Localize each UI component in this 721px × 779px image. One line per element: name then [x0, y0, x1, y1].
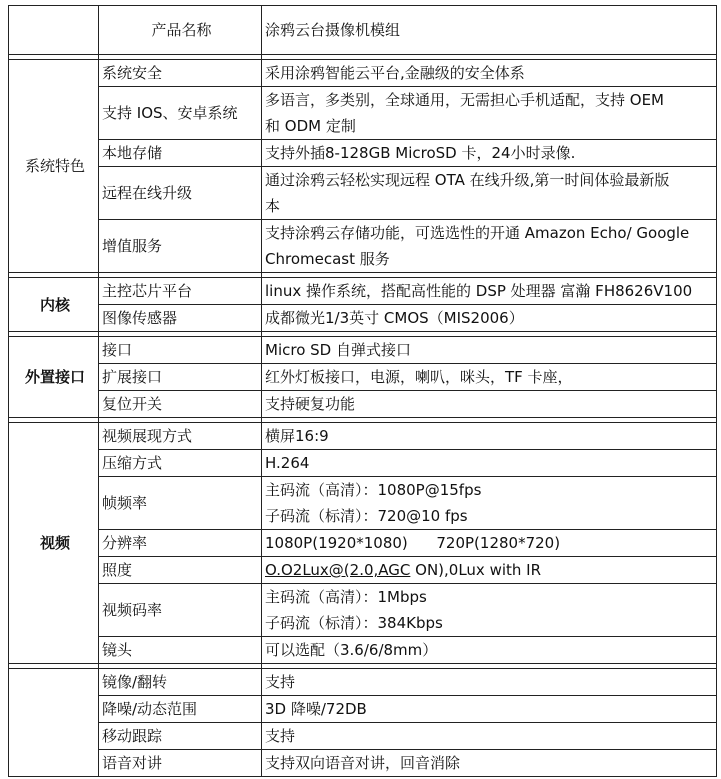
table-row	[9, 364, 717, 391]
table-row	[9, 278, 717, 305]
row-key: 增值服务	[99, 220, 262, 273]
table-row	[9, 637, 717, 664]
table-row	[9, 669, 717, 696]
row-key: 照度	[99, 557, 262, 584]
row-value: 支持双向语音对讲，回音消除	[262, 750, 717, 777]
table-row	[9, 750, 717, 777]
table-row	[9, 723, 717, 750]
row-key: 系统安全	[99, 60, 262, 87]
row-value-underlined: O.O2Lux@(2.0,AGC	[265, 561, 411, 579]
row-value	[262, 167, 717, 220]
row-value: 红外灯板接口，电源，喇叭，咪头，TF 卡座，	[262, 364, 717, 391]
row-key: 降噪/动态范围	[99, 696, 262, 723]
row-key: 支持 IOS、安卓系统	[99, 87, 262, 140]
row-value	[262, 584, 717, 637]
row-value-line: 和 ODM 定制	[265, 117, 356, 135]
row-key: 分辨率	[99, 530, 262, 557]
row-value: 采用涂鸦智能云平台,金融级的安全体系	[262, 60, 717, 87]
product-name-label: 产品名称	[99, 6, 262, 55]
row-value-line: 多语言，多类别，全球通用，无需担心手机适配，支持 OEM	[265, 91, 664, 109]
table-row	[9, 423, 717, 450]
row-key: 视频展现方式	[99, 423, 262, 450]
row-value: 可以选配（3.6/6/8mm）	[262, 637, 717, 664]
table-row	[9, 337, 717, 364]
row-key: 移动跟踪	[99, 723, 262, 750]
table-row	[9, 391, 717, 418]
table-row	[9, 477, 717, 530]
table-row	[9, 450, 717, 477]
spec-table	[8, 5, 717, 777]
table-row	[9, 530, 717, 557]
row-key: 主控芯片平台	[99, 278, 262, 305]
row-key: 复位开关	[99, 391, 262, 418]
table-row	[9, 220, 717, 273]
table-row	[9, 305, 717, 332]
row-key: 接口	[99, 337, 262, 364]
section-title-interfaces: 外置接口	[9, 337, 99, 418]
section-title-video: 视频	[9, 423, 99, 664]
row-value: 成都微光1/3英寸 CMOS（MIS2006）	[262, 305, 717, 332]
row-value: 支持外插8-128GB MicroSD 卡，24小时录像.	[262, 140, 717, 167]
row-value-line: Chromecast 服务	[265, 250, 390, 268]
row-value: linux 操作系统，搭配高性能的 DSP 处理器 富瀚 FH8626V100	[262, 278, 717, 305]
table-row	[9, 6, 717, 55]
row-value: 支持	[262, 669, 717, 696]
row-key: 镜头	[99, 637, 262, 664]
row-value-line: 子码流（标清）：384Kbps	[265, 614, 443, 632]
row-value-rest: ON),0Lux with IR	[410, 561, 542, 579]
row-value-line: 本	[265, 197, 281, 215]
row-value: 横屏16:9	[262, 423, 717, 450]
table-row	[9, 87, 717, 140]
section-title-core: 内核	[9, 278, 99, 332]
table-row	[9, 584, 717, 637]
row-key: 视频码率	[99, 584, 262, 637]
row-value-line: 主码流（高清）：1080P@15fps	[265, 481, 482, 499]
row-key: 帧频率	[99, 477, 262, 530]
row-key: 图像传感器	[99, 305, 262, 332]
row-value	[262, 557, 717, 584]
row-key: 本地存储	[99, 140, 262, 167]
row-value-line: 通过涂鸦云轻松实现远程 OTA 在线升级,第一时间体验最新版	[265, 171, 670, 189]
table-row	[9, 60, 717, 87]
table-row	[9, 696, 717, 723]
table-row	[9, 557, 717, 584]
row-value	[262, 87, 717, 140]
table-row	[9, 167, 717, 220]
product-name-value: 涂鸦云台摄像机模组	[262, 6, 717, 55]
table-row	[9, 140, 717, 167]
row-value: 1080P(1920*1080) 720P(1280*720)	[262, 530, 717, 557]
row-key: 镜像/翻转	[99, 669, 262, 696]
row-key: 远程在线升级	[99, 167, 262, 220]
row-key: 扩展接口	[99, 364, 262, 391]
section-title-features: 系统特色	[9, 60, 99, 273]
row-value: Micro SD 自弹式接口	[262, 337, 717, 364]
row-value: 支持	[262, 723, 717, 750]
row-value-line: 支持涂鸦云存储功能，可选选性的开通 Amazon Echo/ Google	[265, 224, 690, 242]
row-value	[262, 477, 717, 530]
row-value: H.264	[262, 450, 717, 477]
section-title-other	[9, 669, 99, 777]
table-cell	[9, 6, 99, 55]
row-value-line: 主码流（高清）：1Mbps	[265, 588, 427, 606]
row-value	[262, 220, 717, 273]
row-key: 语音对讲	[99, 750, 262, 777]
row-value: 支持硬复功能	[262, 391, 717, 418]
row-value: 3D 降噪/72DB	[262, 696, 717, 723]
row-key: 压缩方式	[99, 450, 262, 477]
row-value-line: 子码流（标清）：720@10 fps	[265, 507, 468, 525]
